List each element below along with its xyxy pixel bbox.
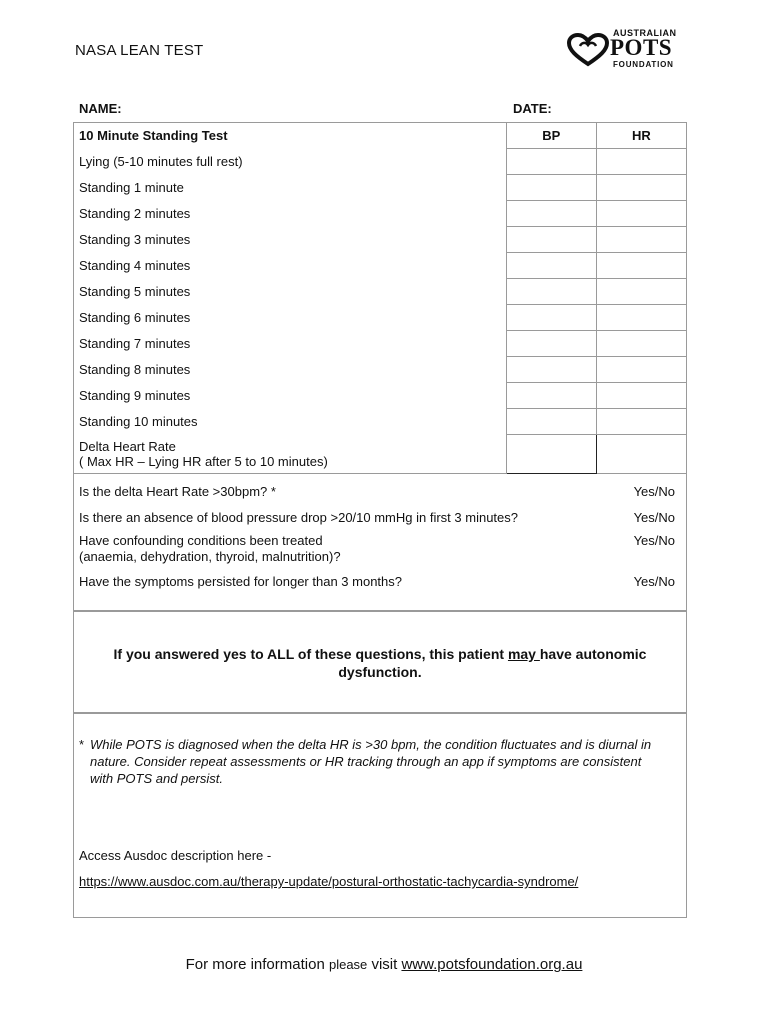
table-row	[74, 383, 687, 409]
row-label: Standing 7 minutes	[74, 331, 507, 357]
hr-cell[interactable]	[596, 175, 686, 201]
footer-text-start: For more information	[185, 956, 329, 973]
answer-symptoms-duration[interactable]: Yes/No	[633, 574, 675, 589]
table-row	[74, 175, 687, 201]
bp-cell[interactable]	[506, 149, 596, 175]
bp-cell[interactable]	[506, 201, 596, 227]
standing-test-table	[73, 122, 687, 474]
footer-text-please: please	[328, 957, 368, 972]
question-confounding	[79, 533, 341, 565]
footer	[0, 956, 768, 973]
bp-cell[interactable]	[506, 305, 596, 331]
logo-text-australian: AUSTRALIAN	[613, 28, 677, 38]
question-bp-drop: Is there an absence of blood pressure drop >20/10 mmHg in first 3 minutes?	[79, 510, 518, 525]
row-label: Lying (5-10 minutes full rest)	[74, 149, 507, 175]
question-delta-hr: Is the delta Heart Rate >30bpm? *	[79, 484, 276, 499]
hr-cell[interactable]	[596, 409, 686, 435]
table-row	[74, 227, 687, 253]
hr-cell[interactable]	[596, 383, 686, 409]
table-row	[74, 149, 687, 175]
hr-cell[interactable]	[596, 149, 686, 175]
document-title: NASA LEAN TEST	[75, 42, 204, 59]
row-label: Standing 4 minutes	[74, 253, 507, 279]
table-row	[74, 331, 687, 357]
bp-cell[interactable]	[506, 357, 596, 383]
table-row	[74, 253, 687, 279]
footer-text-visit: visit	[367, 956, 402, 973]
conclusion-emphasis: may	[507, 646, 540, 662]
bp-cell[interactable]	[506, 175, 596, 201]
heart-logo-icon	[566, 32, 610, 68]
row-label: Standing 8 minutes	[74, 357, 507, 383]
hr-cell[interactable]	[596, 279, 686, 305]
question-confounding-line1: Have confounding conditions been treated	[79, 533, 323, 548]
conclusion-text-end: have autonomic dysfunction.	[338, 646, 647, 680]
row-label: Standing 10 minutes	[74, 409, 507, 435]
hr-cell[interactable]	[596, 227, 686, 253]
bp-cell[interactable]	[506, 227, 596, 253]
test-column-header: 10 Minute Standing Test	[74, 123, 507, 149]
hr-cell[interactable]	[596, 253, 686, 279]
question-symptoms-duration: Have the symptoms persisted for longer than 3 months?	[79, 574, 402, 589]
name-label: NAME:	[79, 101, 122, 116]
delta-heart-rate-formula: ( Max HR – Lying HR after 5 to 10 minutes)	[79, 453, 328, 469]
notes-section	[73, 713, 687, 918]
table-row	[74, 201, 687, 227]
row-label: Standing 3 minutes	[74, 227, 507, 253]
bp-cell[interactable]	[506, 279, 596, 305]
bp-cell[interactable]	[506, 253, 596, 279]
logo-text-pots: POTS	[610, 35, 673, 60]
row-label: Standing 6 minutes	[74, 305, 507, 331]
row-label: Standing 5 minutes	[74, 279, 507, 305]
table-row	[74, 305, 687, 331]
footnote-text: While POTS is diagnosed when the delta HR is >30 bpm, the condition fluctuates and is diurnal in nature. Consider repeat assessments or HR tracking through an app if symptoms are consistent with POTS and persist.	[90, 737, 652, 786]
access-ausdoc-text: Access Ausdoc description here -	[79, 848, 272, 863]
questions-section	[73, 465, 687, 611]
conclusion-text	[84, 645, 676, 681]
footnote-asterisk: *	[79, 737, 85, 752]
conclusion-text-start: If you answered yes to ALL of these questions, this patient	[113, 646, 508, 662]
pots-footnote	[79, 736, 659, 787]
table-row	[74, 409, 687, 435]
table-header-row	[74, 123, 687, 149]
date-label: DATE:	[513, 101, 552, 116]
pots-foundation-logo	[566, 28, 686, 72]
answer-confounding[interactable]: Yes/No	[633, 533, 675, 548]
bp-cell[interactable]	[506, 331, 596, 357]
bp-cell[interactable]	[506, 383, 596, 409]
conclusion-section	[73, 611, 687, 713]
table-row	[74, 279, 687, 305]
row-label: Standing 2 minutes	[74, 201, 507, 227]
question-confounding-line2: (anaemia, dehydration, thyroid, malnutrition)?	[79, 549, 341, 564]
table-row	[74, 357, 687, 383]
row-label: Standing 1 minute	[74, 175, 507, 201]
hr-cell[interactable]	[596, 201, 686, 227]
hr-cell[interactable]	[596, 305, 686, 331]
ausdoc-link[interactable]: https://www.ausdoc.com.au/therapy-update/postural-orthostatic-tachycardia-syndrome/	[79, 874, 579, 889]
pots-foundation-link[interactable]: www.potsfoundation.org.au	[401, 956, 583, 973]
delta-heart-rate-title: Delta Heart Rate	[79, 438, 176, 454]
answer-bp-drop[interactable]: Yes/No	[633, 510, 675, 525]
bp-cell[interactable]	[506, 409, 596, 435]
logo-text-foundation: FOUNDATION	[613, 60, 674, 69]
answer-delta-hr[interactable]: Yes/No	[633, 484, 675, 499]
row-label: Standing 9 minutes	[74, 383, 507, 409]
hr-cell[interactable]	[596, 331, 686, 357]
hr-cell[interactable]	[596, 357, 686, 383]
bp-column-header: BP	[506, 123, 596, 149]
hr-column-header: HR	[596, 123, 686, 149]
